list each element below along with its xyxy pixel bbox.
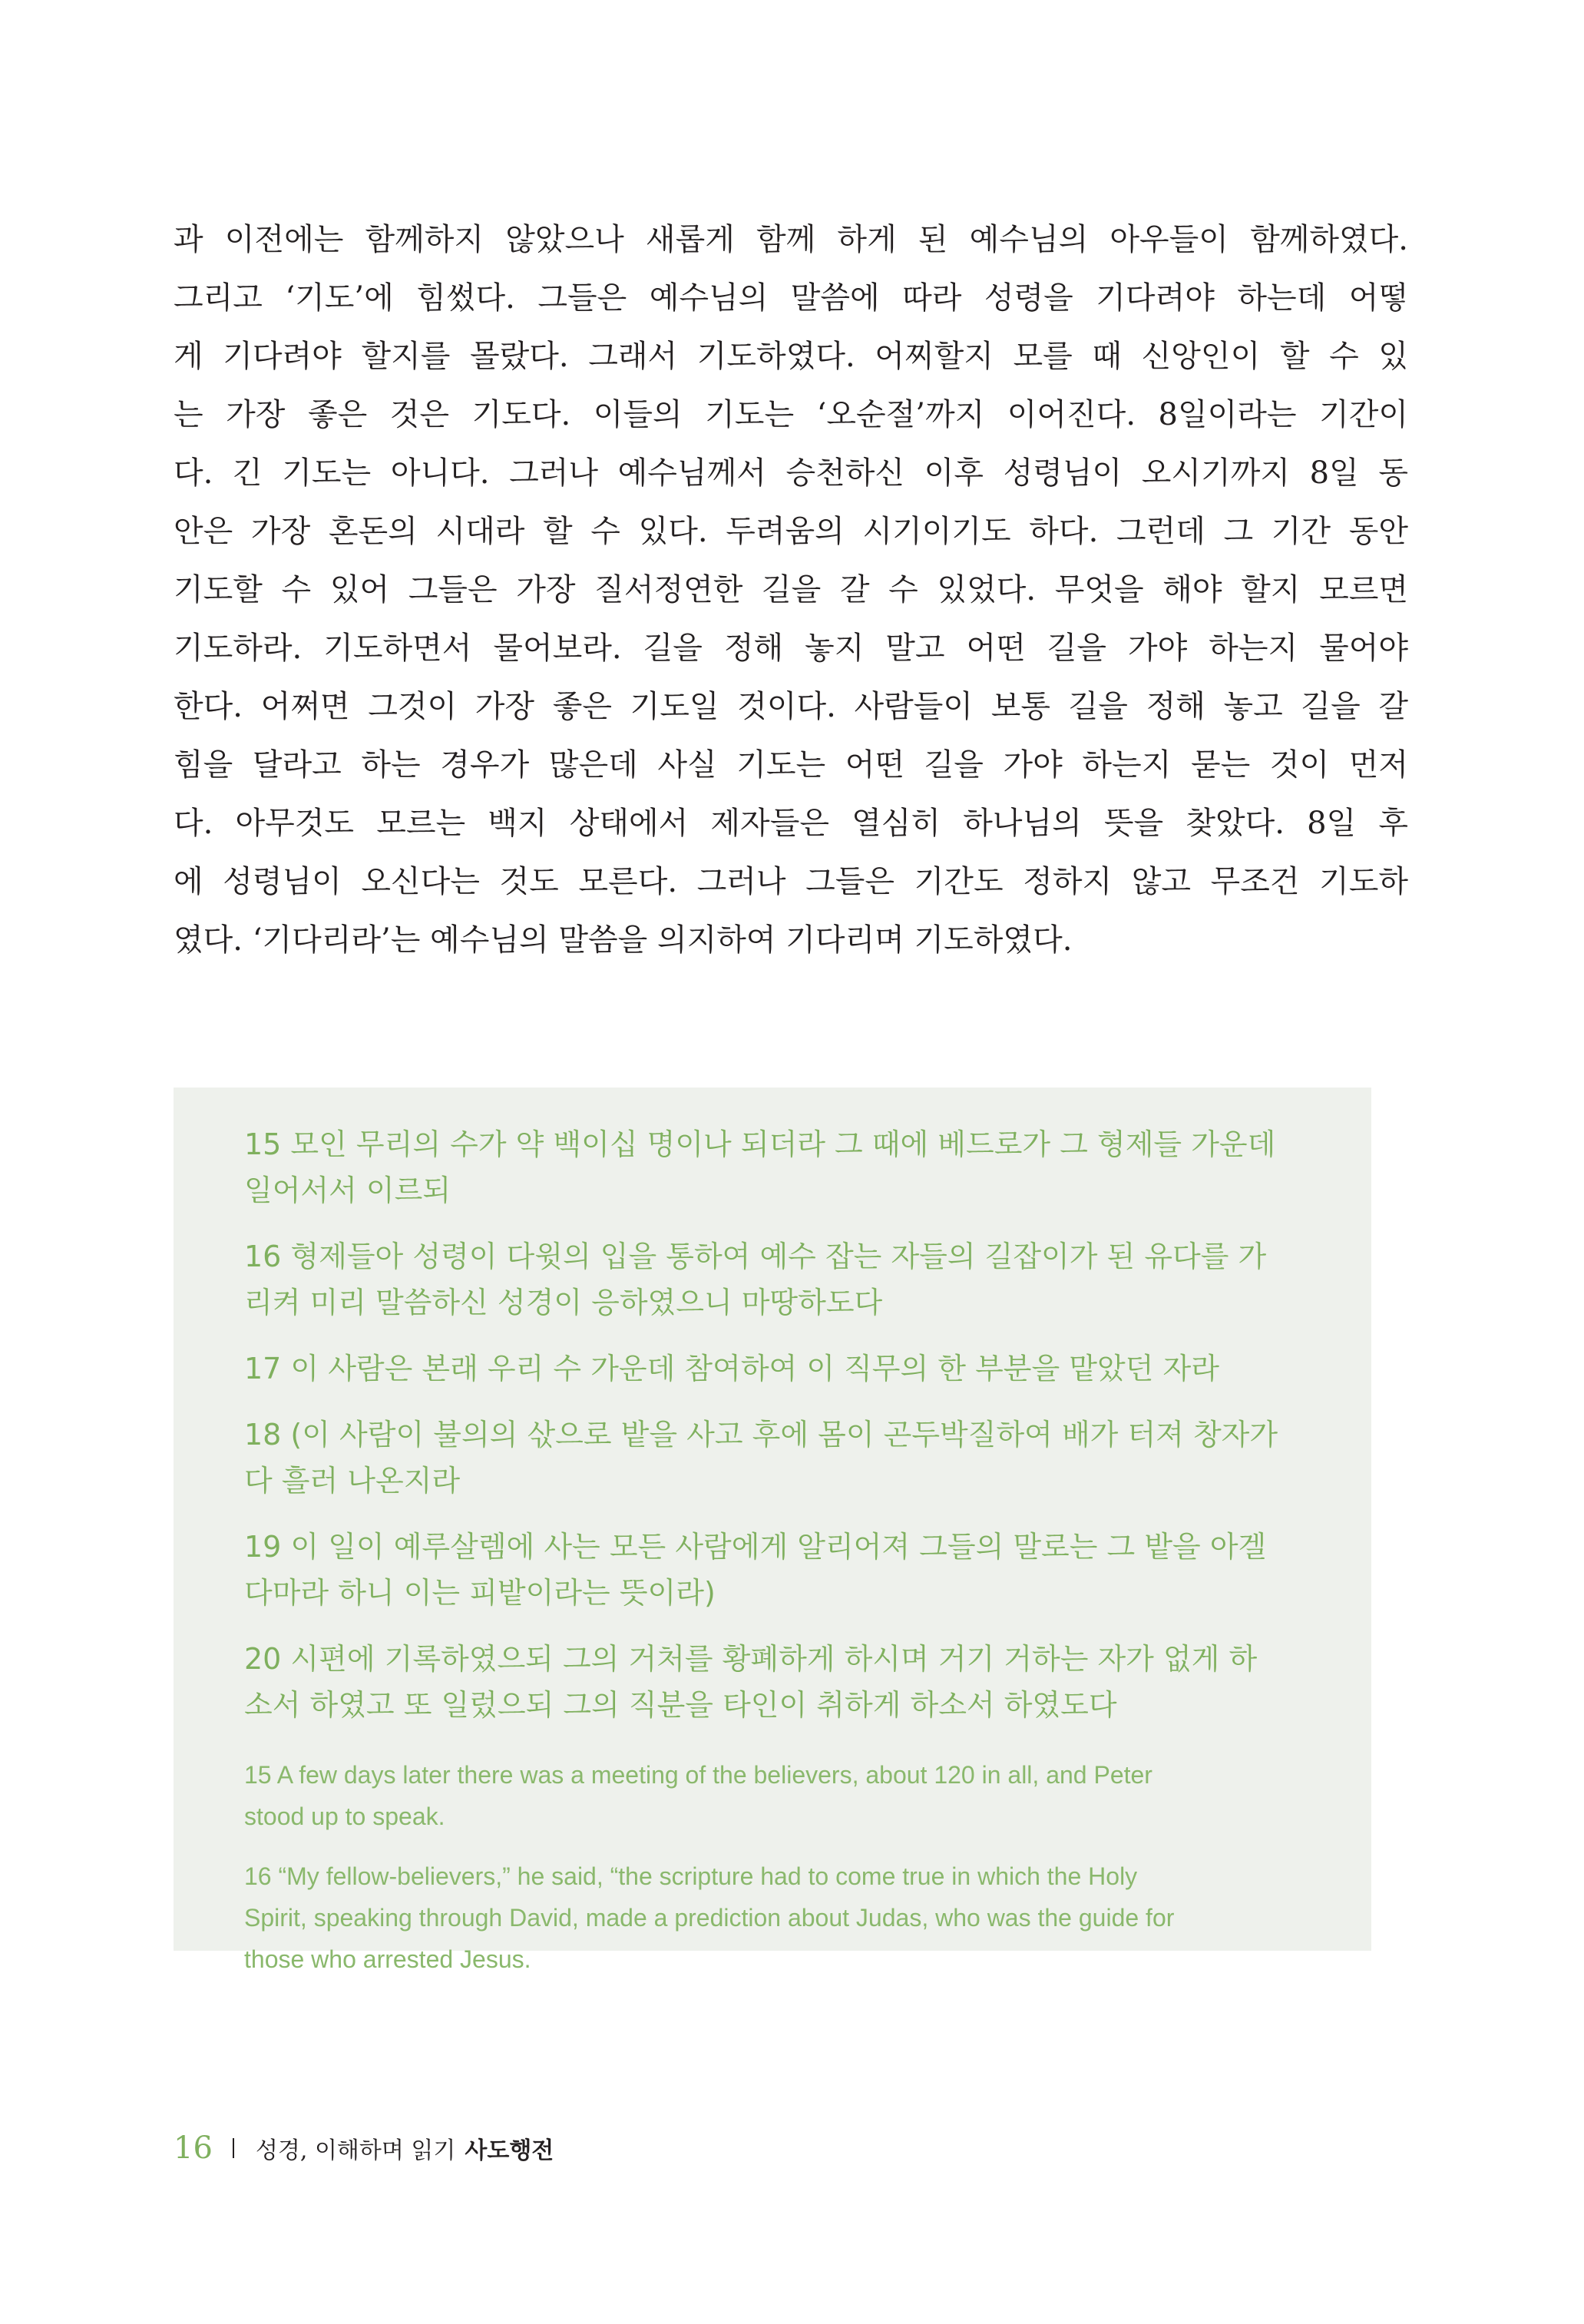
verse-line: 리켜 미리 말씀하신 성경이 응하였으니 마땅하도다: [244, 1286, 883, 1319]
body-line: 다. 긴 기도는 아니다. 그러나 예수님께서 승천하신 이후 성령님이 오시기까지 8일 동: [174, 455, 1408, 491]
body-line: 과 이전에는 함께하지 않았으나 새롭게 함께 하게 된 예수님의 아우들이 함께하였다.: [174, 222, 1408, 257]
body-line: 안은 가장 혼돈의 시대라 할 수 있다. 두려움의 시기이기도 하다. 그런데 그 기간 동안: [174, 514, 1408, 549]
footer-divider: [233, 2138, 234, 2158]
verse-20-ko: [244, 1636, 1304, 1728]
body-line: 기도할 수 있어 그들은 가장 질서정연한 길을 갈 수 있었다. 무엇을 해야 할지 모르면: [174, 572, 1408, 607]
body-line: 는 가장 좋은 것은 기도다. 이들의 기도는 ‘오순절’까지 이어진다. 8일이라는 기간이: [174, 397, 1408, 432]
verse-line: 20 시편에 기록하였으되 그의 거처를 황폐하게 하시며 거기 거하는 자가 없게 하: [244, 1642, 1258, 1676]
scripture-box: [174, 1088, 1371, 1973]
verse-line: 16 형제들아 성령이 다윗의 입을 통하여 예수 잡는 자들의 길잡이가 된 유다를 가: [244, 1240, 1267, 1273]
page-footer: [174, 2129, 554, 2167]
verse-18-ko: [244, 1412, 1304, 1504]
verse-line: 19 이 일이 예루살렘에 사는 모든 사람에게 알리어져 그들의 말로는 그 밭을 아겔: [244, 1530, 1267, 1564]
body-line: 에 성령님이 오신다는 것도 모른다. 그러나 그들은 기간도 정하지 않고 무조건 기도하: [174, 864, 1408, 899]
page-number: 16: [174, 2130, 213, 2166]
body-line: 그리고 ‘기도’에 힘썼다. 그들은 예수님의 말씀에 따라 성령을 기다려야 하는데 어떻: [174, 280, 1408, 316]
verse-line: 16 “My fellow-believers,” he said, “the scripture had to come true in which the Holy: [244, 1862, 1138, 1890]
body-line: 게 기다려야 할지를 몰랐다. 그래서 기도하였다. 어찌할지 모를 때 신앙인이 할 수 있: [174, 339, 1408, 374]
verse-15-en: [244, 1754, 1304, 1837]
verse-line: 일어서서 이르되: [244, 1174, 451, 1207]
verse-16-ko: [244, 1233, 1304, 1326]
verse-line: those who arrested Jesus.: [244, 1945, 531, 1973]
verse-19-ko: [244, 1524, 1304, 1616]
body-line: 기도하라. 기도하면서 물어보라. 길을 정해 놓지 말고 어떤 길을 가야 하는지 물어야: [174, 631, 1408, 666]
korean-verses: [244, 1121, 1304, 1748]
english-verses: [244, 1754, 1304, 1998]
verse-line: Spirit, speaking through David, made a prediction about Judas, who was the guide for: [244, 1904, 1175, 1932]
body-line: 다. 아무것도 모르는 백지 상태에서 제자들은 열심히 하나님의 뜻을 찾았다. 8일 후: [174, 806, 1408, 841]
book-series-title: 성경, 이해하며 읽기: [255, 2137, 456, 2164]
verse-17-ko: [244, 1346, 1304, 1392]
verse-line: 15 A few days later there was a meeting of the believers, about 120 in all, and Peter: [244, 1761, 1152, 1789]
verse-line: 17 이 사람은 본래 우리 수 가운데 참여하여 이 직무의 한 부분을 맡았던 자라: [244, 1352, 1219, 1385]
verse-16-en: [244, 1856, 1304, 1980]
verse-line: 15 모인 무리의 수가 약 백이십 명이나 되더라 그 때에 베드로가 그 형제들 가운데: [244, 1127, 1276, 1161]
body-line: 였다. ‘기다리라’는 예수님의 말씀을 의지하여 기다리며 기도하였다.: [174, 922, 1073, 958]
body-line: 한다. 어쩌면 그것이 가장 좋은 기도일 것이다. 사람들이 보통 길을 정해 놓고 길을 갈: [174, 689, 1408, 724]
verse-line: 다마라 하니 이는 피밭이라는 뜻이라): [244, 1576, 716, 1610]
book-title: 사도행전: [465, 2137, 554, 2164]
body-line: 힘을 달라고 하는 경우가 많은데 사실 기도는 어떤 길을 가야 하는지 묻는 것이 먼저: [174, 747, 1408, 783]
verse-line: 소서 하였고 또 일렀으되 그의 직분을 타인이 취하게 하소서 하였도다: [244, 1688, 1117, 1722]
verse-line: 18 (이 사람이 불의의 삯으로 밭을 사고 후에 몸이 곤두박질하여 배가 터져 창자가: [244, 1418, 1278, 1452]
body-paragraph: [174, 210, 1408, 969]
verse-line: stood up to speak.: [244, 1803, 445, 1830]
verse-line: 다 흘러 나온지라: [244, 1464, 461, 1498]
verse-15-ko: [244, 1121, 1304, 1213]
